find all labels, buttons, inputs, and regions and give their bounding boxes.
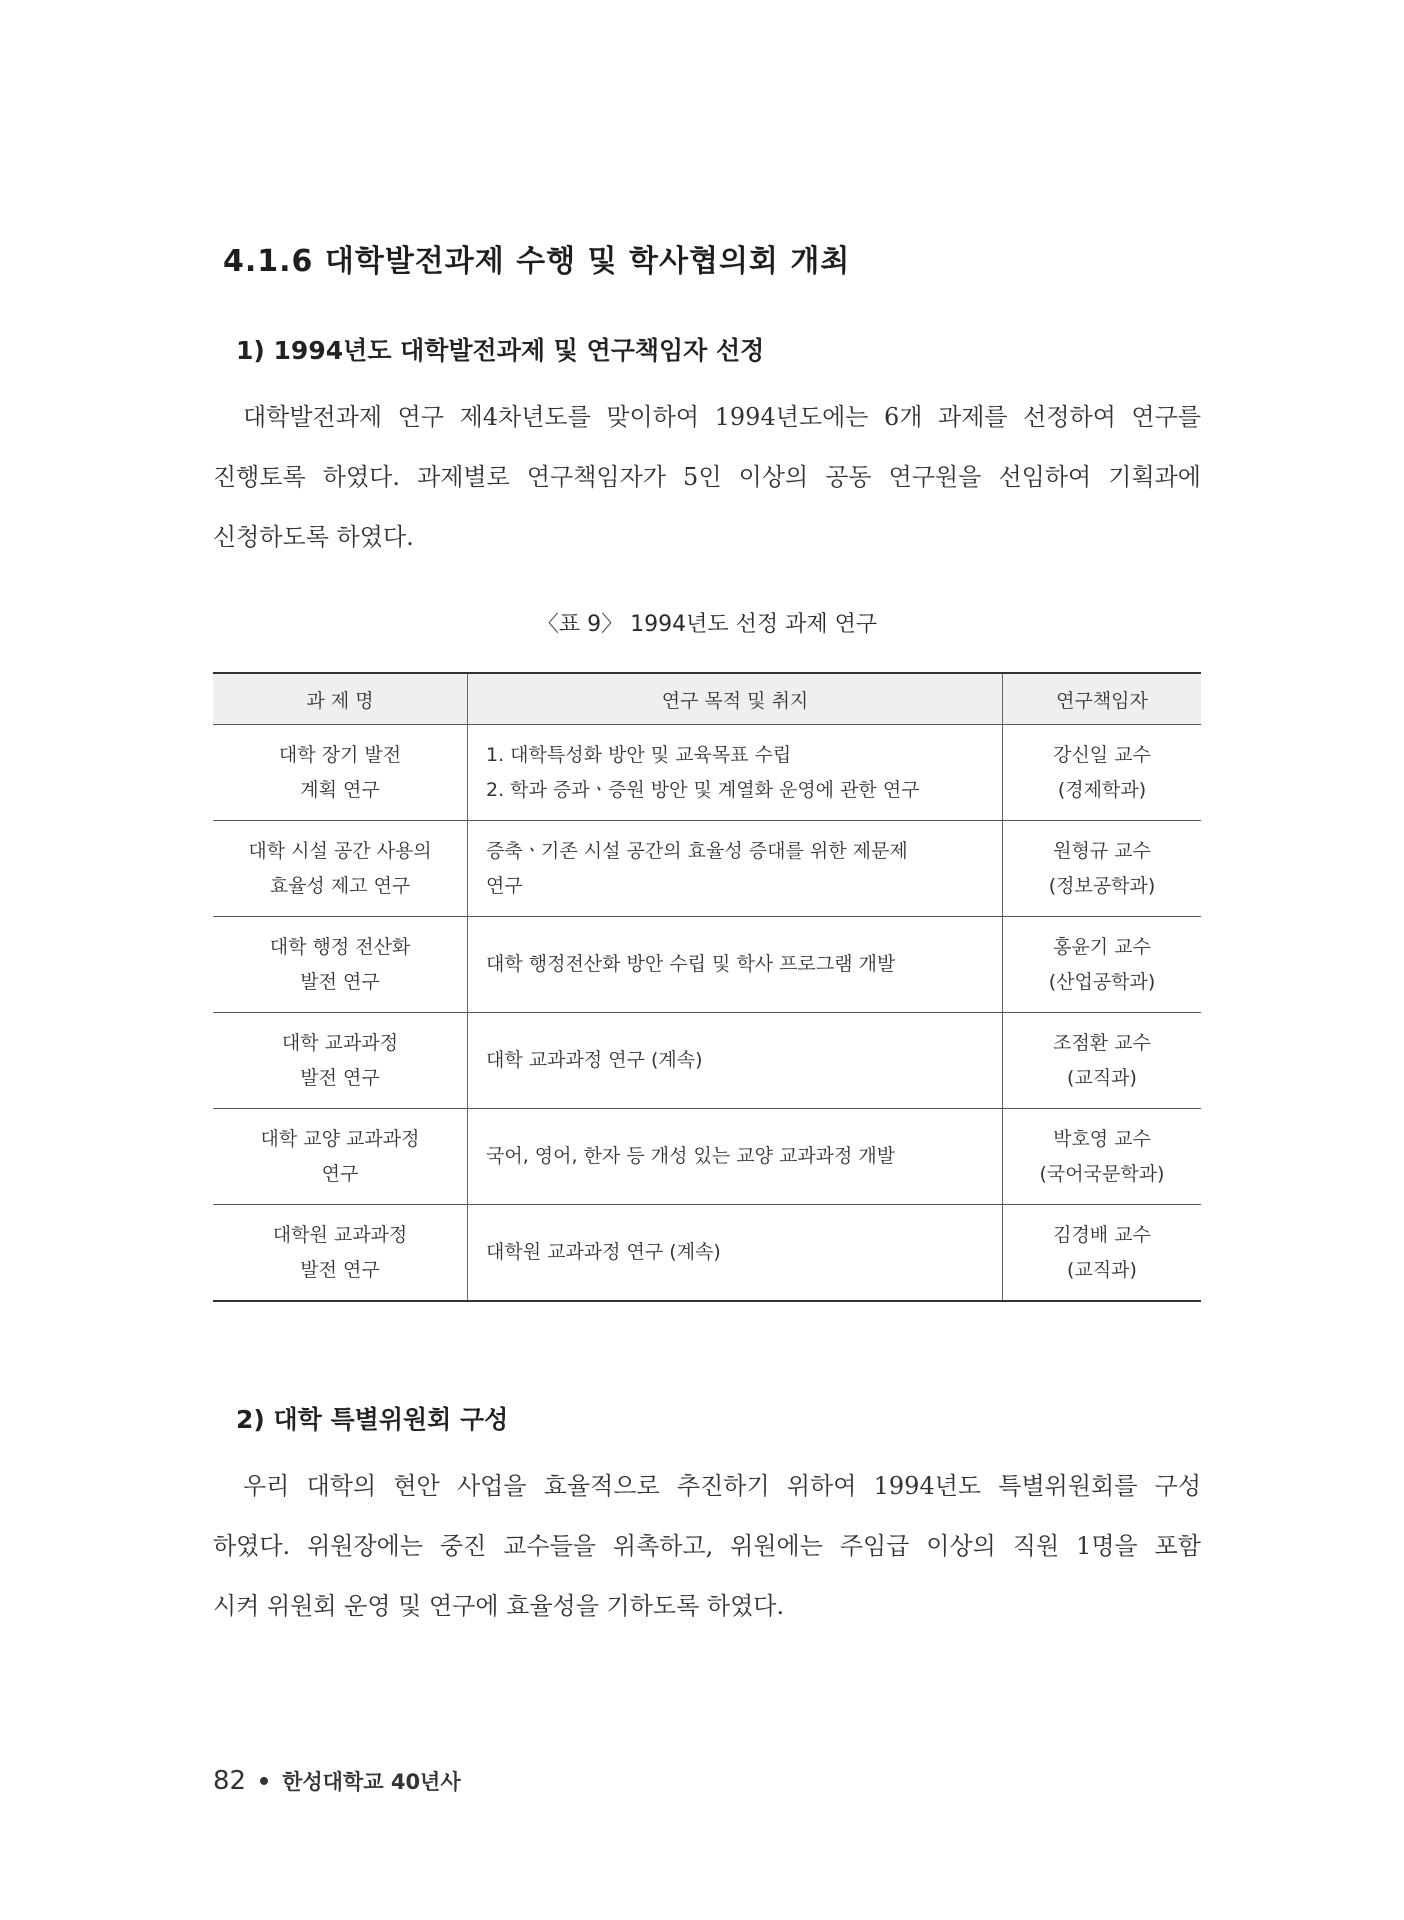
paragraph-line: 신청하도록 하였다. — [213, 523, 414, 551]
subsection-title-1: 1) 1994년도 대학발전과제 및 연구책임자 선정 — [236, 336, 765, 365]
table-header-row — [213, 673, 1201, 725]
header-project-name: 과 제 명 — [213, 673, 468, 725]
paragraph-line: 하였다. 위원장에는 중진 교수들을 위촉하고, 위원에는 주임급 이상의 직원 1명을 포함 — [213, 1532, 1201, 1560]
cell-project-name: 대학 교양 교과과정 연구 — [213, 1109, 468, 1205]
table-caption: 〈표 9〉 1994년도 선정 과제 연구 — [536, 612, 878, 637]
table-row — [213, 821, 1201, 917]
header-purpose: 연구 목적 및 취지 — [468, 673, 1003, 725]
cell-lead: 조점환 교수 (교직과) — [1003, 1013, 1202, 1109]
table-row — [213, 1013, 1201, 1109]
subsection-title-2: 2) 대학 특별위원회 구성 — [236, 1405, 509, 1434]
research-projects-table — [213, 672, 1201, 1302]
table-row — [213, 917, 1201, 1013]
cell-project-name: 대학 장기 발전 계획 연구 — [213, 725, 468, 821]
page-footer — [213, 1766, 461, 1796]
cell-lead: 홍윤기 교수 (산업공학과) — [1003, 917, 1202, 1013]
cell-purpose: 대학 행정전산화 방안 수립 및 학사 프로그램 개발 — [468, 917, 1003, 1013]
cell-purpose: 증축ㆍ기존 시설 공간의 효율성 증대를 위한 제문제 연구 — [468, 821, 1003, 917]
section-title: 4.1.6 대학발전과제 수행 및 학사협의회 개최 — [223, 244, 851, 279]
table-row — [213, 1205, 1201, 1302]
cell-project-name: 대학 행정 전산화 발전 연구 — [213, 917, 468, 1013]
table-row — [213, 1109, 1201, 1205]
cell-project-name: 대학원 교과과정 발전 연구 — [213, 1205, 468, 1302]
cell-purpose: 대학 교과과정 연구 (계속) — [468, 1013, 1003, 1109]
book-title: 한성대학교 40년사 — [282, 1770, 461, 1794]
cell-lead: 원형규 교수 (정보공학과) — [1003, 821, 1202, 917]
paragraph-2 — [213, 1456, 1201, 1636]
paragraph-line: 우리 대학의 현안 사업을 효율적으로 추진하기 위하여 1994년도 특별위원회를 구성 — [243, 1472, 1201, 1500]
paragraph-line: 시켜 위원회 운영 및 연구에 효율성을 기하도록 하였다. — [213, 1592, 785, 1620]
cell-purpose: 1. 대학특성화 방안 및 교육목표 수립 2. 학과 증과ㆍ증원 방안 및 계열화 운영에 관한 연구 — [468, 725, 1003, 821]
paragraph-line: 진행토록 하였다. 과제별로 연구책임자가 5인 이상의 공동 연구원을 선임하여 기획과에 — [213, 463, 1201, 491]
page-number: 82 — [213, 1766, 247, 1796]
paragraph-1 — [213, 387, 1201, 567]
cell-lead: 박호영 교수 (국어국문학과) — [1003, 1109, 1202, 1205]
table-row — [213, 725, 1201, 821]
cell-lead: 강신일 교수 (경제학과) — [1003, 725, 1202, 821]
header-lead: 연구책임자 — [1003, 673, 1202, 725]
paragraph-line: 대학발전과제 연구 제4차년도를 맞이하여 1994년도에는 6개 과제를 선정하여 연구를 — [243, 403, 1201, 431]
cell-project-name: 대학 교과과정 발전 연구 — [213, 1013, 468, 1109]
cell-lead: 김경배 교수 (교직과) — [1003, 1205, 1202, 1302]
cell-project-name: 대학 시설 공간 사용의 효율성 제고 연구 — [213, 821, 468, 917]
cell-purpose: 대학원 교과과정 연구 (계속) — [468, 1205, 1003, 1302]
bullet-dot-icon — [260, 1777, 268, 1785]
cell-purpose: 국어, 영어, 한자 등 개성 있는 교양 교과과정 개발 — [468, 1109, 1003, 1205]
